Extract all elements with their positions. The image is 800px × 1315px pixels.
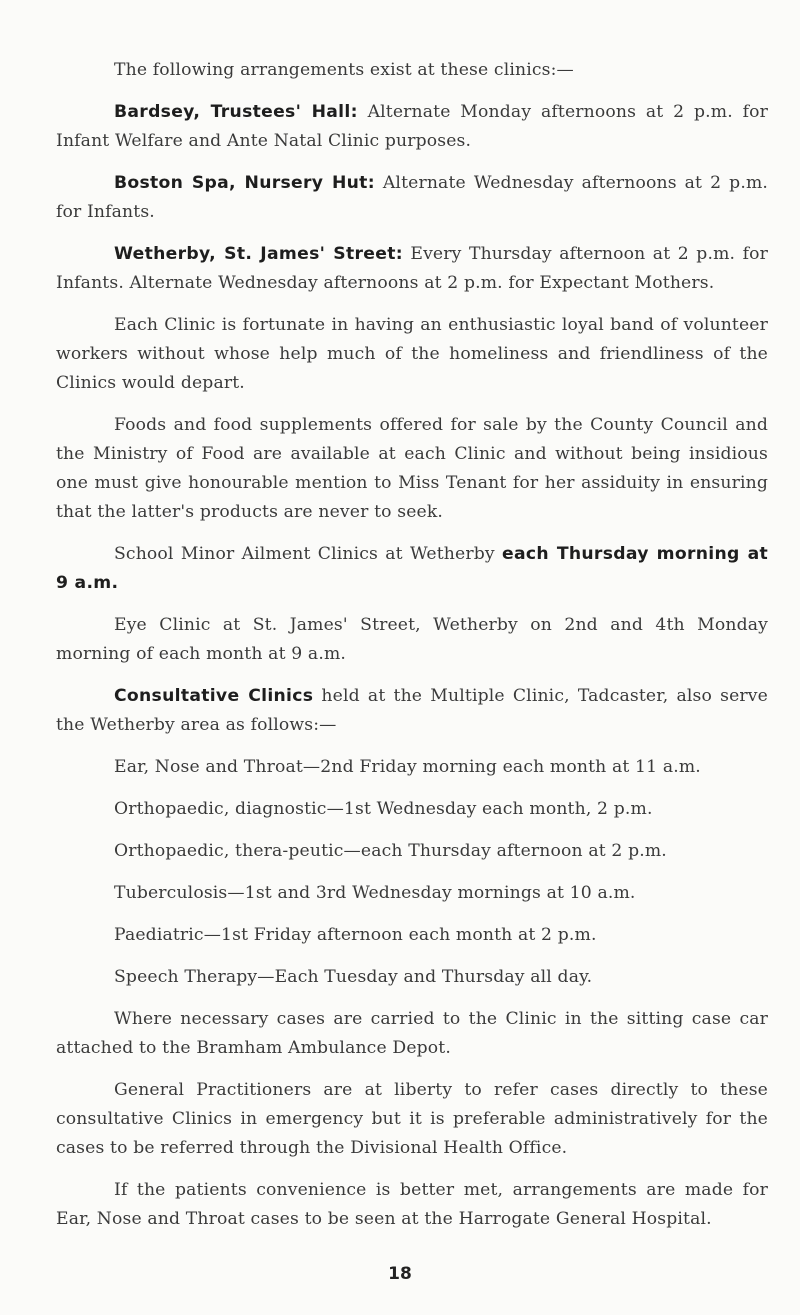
school-clinic-time: each Thursday morning at 9 a.m. (56, 544, 768, 593)
consult-item: Ear, Nose and Throat—2nd Friday morning each month at 11 a.m. (114, 757, 701, 777)
consultative-paragraph (56, 682, 768, 740)
foods-paragraph: Foods and food supplements offered for sale by the County Council and the Ministry of Food are available at each Clinic and without being insidious one must give honourable mention to Miss Tenant for her assiduity in ensuring that the latter's products are never to seek. (56, 415, 768, 522)
consult-item: Orthopaedic, thera-peutic—each Thursday afternoon at 2 p.m. (114, 841, 667, 861)
clinic-schedule: Alternate Wednesday afternoons at 2 p.m. for Infants. (56, 173, 769, 222)
consultative-heading: Consultative Clinics (114, 686, 314, 706)
consult-item: Paediatric—1st Friday afternoon each month at 2 p.m. (114, 925, 597, 945)
intro-paragraph: The following arrangements exist at these clinics:— (114, 60, 574, 80)
page-number: 18 (388, 1264, 412, 1284)
clinic-wetherby (56, 240, 768, 298)
eye-clinic-paragraph: Eye Clinic at St. James' Street, Wetherby on 2nd and 4th Monday morning of each month at 9 a.m. (56, 615, 768, 664)
consult-item: Orthopaedic, diagnostic—1st Wednesday each month, 2 p.m. (114, 799, 653, 819)
clinic-boston-spa (56, 169, 768, 227)
clinic-schedule: Alternate Monday afternoons at 2 p.m. for Infant Welfare and Ante Natal Clinic purposes. (56, 102, 768, 151)
clinic-name: Boston Spa, Nursery Hut: (114, 173, 375, 193)
clinic-bardsey (56, 98, 768, 156)
school-clinic-text: School Minor Ailment Clinics at Wetherby (114, 544, 495, 564)
clinic-name: Wetherby, St. James' Street: (114, 244, 403, 264)
clinic-schedule: Every Thursday afternoon at 2 p.m. for Infants. Alternate Wednesday afternoons at 2 p.m. for Expectant Mothers. (56, 244, 768, 293)
volunteers-paragraph: Each Clinic is fortunate in having an enthusiastic loyal band of volunteer workers without whose help much of the homeliness and friendliness of the Clinics would depart. (56, 315, 768, 393)
school-clinic-paragraph (56, 540, 768, 598)
gp-referral-paragraph: General Practitioners are at liberty to refer cases directly to these consultative Clinics in emergency but it is preferable administratively for the cases to be referred through the Divisional Health Office. (56, 1080, 768, 1158)
consultative-text: held at the Multiple Clinic, Tadcaster, also serve the Wetherby area as follows:— (56, 686, 768, 735)
consult-item: Tuberculosis—1st and 3rd Wednesday mornings at 10 a.m. (114, 883, 636, 903)
ambulance-paragraph: Where necessary cases are carried to the Clinic in the sitting case car attached to the Bramham Ambulance Depot. (56, 1009, 768, 1058)
clinic-name: Bardsey, Trustees' Hall: (114, 102, 358, 122)
document-page (56, 56, 768, 1234)
harrogate-paragraph: If the patients convenience is better met, arrangements are made for Ear, Nose and Throat cases to be seen at the Harrogate General Hospital. (56, 1180, 768, 1229)
consult-item: Speech Therapy—Each Tuesday and Thursday all day. (114, 967, 593, 987)
